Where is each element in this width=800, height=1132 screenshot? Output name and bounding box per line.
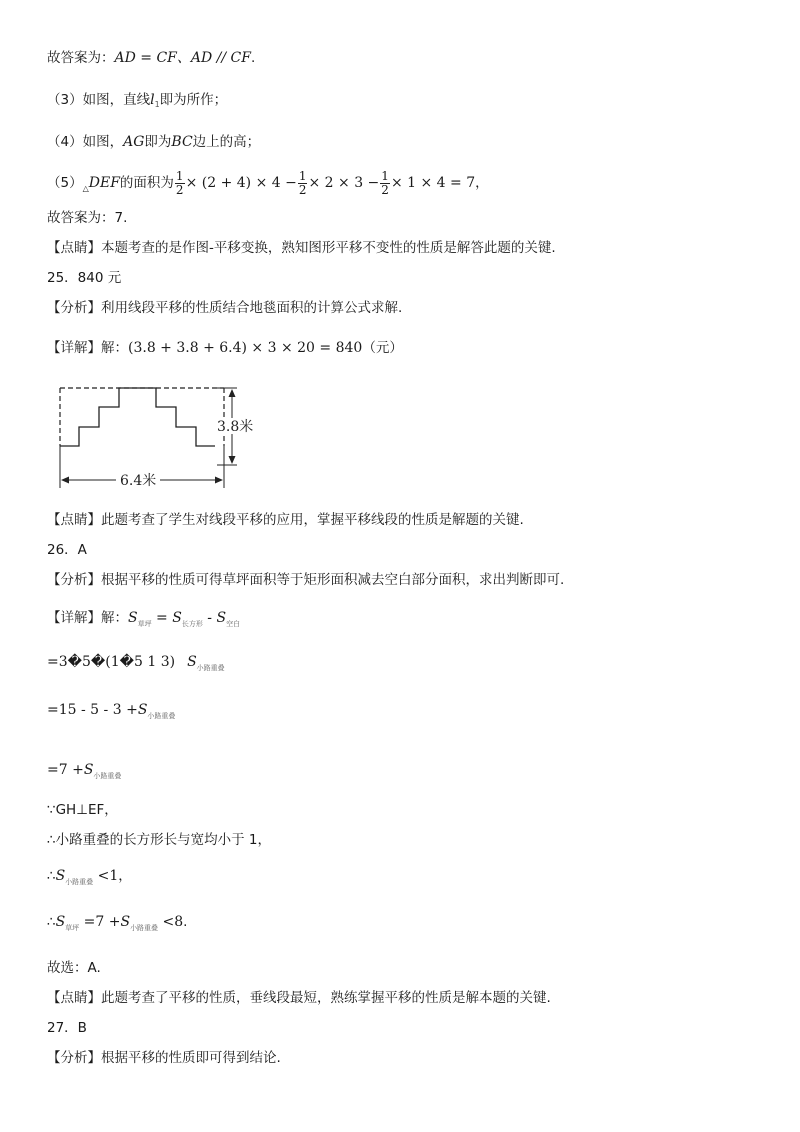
staircase-figure [52, 380, 254, 492]
question-26-header: 26．A [47, 542, 87, 558]
detail-26-line-2 [47, 652, 225, 678]
step-4-suffix: 边上的高； [192, 134, 261, 150]
frac-den: 2 [381, 182, 389, 197]
s-subscript-rect: 长方形 [181, 620, 203, 628]
detail-26-line-1 [47, 608, 240, 634]
detail-prefix: 【详解】解： [47, 340, 128, 356]
note-26: 【点睛】此题考查了平移的性质，垂线段最短，熟练掌握平移的性质是解本题的关键. [47, 990, 551, 1006]
area-label: 的面积为 [119, 175, 174, 191]
arrow-up [229, 389, 236, 397]
minus-s: - S [202, 610, 227, 626]
s-subscript-lawn: 草坪 [137, 620, 152, 628]
s-symbol: S [55, 914, 66, 930]
s-subscript-overlap: 小路重叠 [130, 924, 159, 932]
step-3-suffix: 即为所作； [159, 92, 228, 108]
arrow-down [229, 456, 236, 464]
answer-prefix: 故答案为： [47, 50, 115, 66]
question-25-header: 25．840 元 [47, 270, 122, 286]
s-subscript-blank: 空白 [226, 620, 241, 628]
s-symbol: S [137, 702, 148, 718]
therefore-line-3 [47, 912, 187, 938]
fraction-half [380, 170, 390, 197]
s-symbol: S [83, 762, 94, 778]
s-symbol: S [128, 610, 138, 626]
step-4-text: （4）如图， [47, 134, 124, 150]
detail-26-line-4 [47, 760, 121, 786]
arrow-right [215, 477, 223, 484]
s-subscript-overlap: 小路重叠 [196, 664, 225, 672]
frac-num: 1 [381, 168, 389, 183]
note-line-24: 【点睛】本题考查的是作图-平移变换，熟知图形平移不变性的性质是解答此题的关键. [47, 240, 556, 256]
period: . [183, 914, 188, 930]
eq-s: = S [151, 610, 182, 626]
width-label: 6.4米 [120, 473, 157, 489]
step-4-mid: 即为 [144, 134, 172, 150]
step-3-text: （3）如图，直线 [47, 92, 151, 108]
step-5-line [47, 168, 489, 204]
step-4-line [47, 132, 260, 152]
s-symbol: S [120, 914, 131, 930]
step-expression: =15 - 5 - 3 + [47, 702, 138, 718]
comma: ， [475, 175, 489, 191]
line-l1-var: l [150, 92, 155, 108]
triangle-symbol: △ [82, 184, 89, 193]
s-subscript-overlap: 小路重叠 [65, 878, 94, 886]
detail-25 [47, 338, 403, 358]
frac-num: 1 [175, 168, 184, 183]
fraction-half [298, 170, 308, 197]
segment-bc: BC [171, 134, 193, 150]
analysis-25: 【分析】利用线段平移的性质结合地毯面积的计算公式求解. [47, 300, 403, 316]
comma: ， [118, 868, 132, 884]
area-term-3: × 1 × 4 = 7 [390, 175, 476, 191]
height-label: 3.8米 [217, 419, 254, 435]
area-term-1: × (2 + 4) × 4 − [185, 175, 297, 191]
unit-yuan: （元） [362, 340, 403, 356]
s-subscript-overlap: 小路重叠 [147, 712, 176, 720]
inequality: <8 [158, 914, 184, 930]
period: . [251, 50, 256, 66]
choice-line: 故选：A. [47, 960, 101, 976]
therefore-line-2 [47, 866, 132, 892]
note-25: 【点睛】此题考查了学生对线段平移的应用，掌握平移线段的性质是解题的关键. [47, 512, 524, 528]
analysis-26: 【分析】根据平移的性质可得草坪面积等于矩形面积减去空白部分面积，求出判断即可. [47, 572, 565, 588]
garbled-expression: =3�5�(1�5 1 3) [47, 654, 176, 670]
step-expression: =7 + [47, 762, 84, 778]
staircase-outline [60, 388, 215, 446]
detail-prefix: 【详解】解： [47, 610, 128, 626]
therefore-line-1: ∴小路重叠的长方形长与宽均小于 1， [47, 832, 271, 848]
s-subscript-lawn: 草坪 [65, 924, 80, 932]
inequality: <1 [93, 868, 119, 884]
equation-mid: =7 + [79, 914, 121, 930]
detail-26-line-3 [47, 700, 175, 726]
fraction-half [175, 170, 185, 197]
triangle-def: DEF [88, 175, 120, 191]
carpet-formula: (3.8 + 3.8 + 6.4) × 3 × 20 = 840 [128, 340, 363, 356]
segment-ag: AG [123, 134, 145, 150]
step-3-line [47, 90, 227, 115]
s-subscript-overlap: 小路重叠 [93, 772, 122, 780]
step-5-text: （5） [47, 175, 83, 191]
s-symbol: S [187, 654, 197, 670]
answer-math: AD = CF、AD // CF [114, 50, 251, 66]
line-l1-subscript: 1 [154, 100, 160, 109]
frac-den: 2 [298, 182, 307, 197]
area-term-2: × 2 × 3 − [308, 175, 380, 191]
answer-line-7: 故答案为：7. [47, 210, 128, 226]
frac-den: 2 [175, 182, 184, 197]
therefore-symbol: ∴ [47, 914, 56, 930]
answer-line-1 [47, 48, 255, 68]
arrow-left [61, 477, 69, 484]
s-symbol: S [55, 868, 66, 884]
therefore-symbol: ∴ [47, 868, 56, 884]
because-line: ∵GH⊥EF， [47, 802, 118, 818]
analysis-27: 【分析】根据平移的性质即可得到结论. [47, 1050, 281, 1066]
question-27-header: 27．B [47, 1020, 87, 1036]
frac-num: 1 [298, 168, 307, 183]
